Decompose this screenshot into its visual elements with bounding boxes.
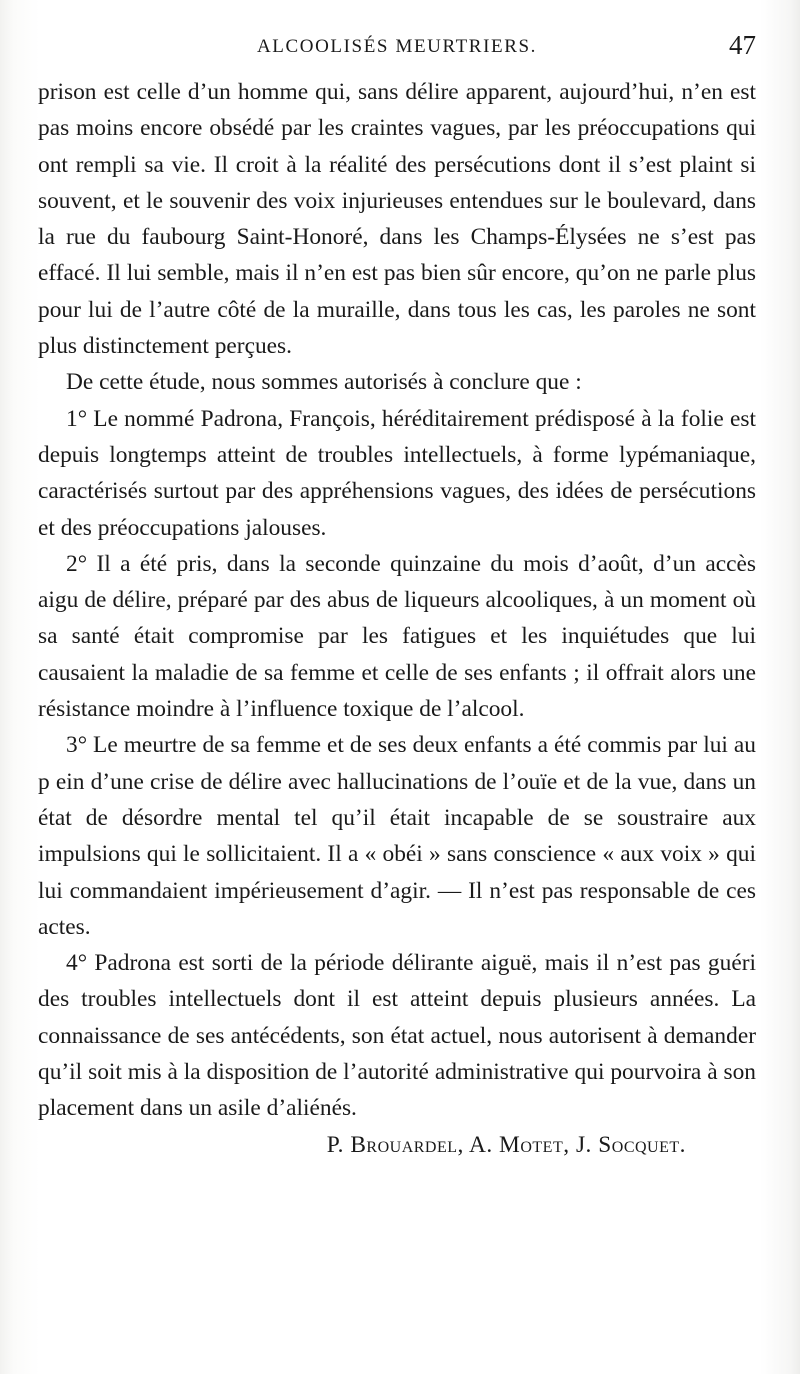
paragraph-conclusion-2: 2° Il a été pris, dans la seconde quinzaine du mois d’août, d’un accès aigu de délire, préparé par des abus de liqueurs alcooliques, à un moment où sa santé était compromise par les fatigues et les inquiétudes que lui causaient la maladie de sa femme et celle de ses enfants ; il offrait alors une résistance moindre à l’influence toxique de l’alcool. <box>38 550 756 723</box>
signature-initial-2: A. <box>468 1131 493 1158</box>
paragraph-conclusion-1: 1° Le nommé Padrona, François, héréditairement prédisposé à la folie est depuis longtemps atteint de troubles intellectuels, à forme lypémaniaque, caractérisés surtout par des appréhensions vagues, des idées de persécutions et des préoccupations jalouses. <box>38 405 756 541</box>
page-number: 47 <box>729 30 756 60</box>
signature-name-2: Motet, <box>499 1131 570 1158</box>
signature-initial-1: P. <box>326 1131 344 1158</box>
running-title: ALCOOLISÉS MEURTRIERS. <box>256 36 538 57</box>
paragraph-continuation: prison est celle d’un homme qui, sans délire apparent, aujourd’hui, n’en est pas moins encore obsédé par les craintes vagues, par les préoccupations qui ont rempli sa vie. Il croit à la réalité des persécutions dont il s’est plaint si souvent, et le souvenir des voix injurieuses entendues sur le boulevard, dans la rue du faubourg Saint-Honoré, dans les Champs-Élysées ne s’est pas effacé. Il lui semble, mais il n’en est pas bien sûr encore, qu’on ne parle plus pour lui de l’autre côté de la muraille, dans tous les cas, les paroles ne sont plus distinctement perçues. <box>38 79 756 360</box>
signature-name-3: Socquet. <box>598 1131 686 1158</box>
paragraph-conclusion-4: 4° Padrona est sorti de la période délirante aiguë, mais il n’est pas guéri des troubles intellectuels dont il est atteint depuis plusieurs années. La connaissance de ses antécédents, son état actuel, nous autorisent à demander qu’il soit mis à la disposition de l’autorité administrative qui pourvoira à son placement dans un asile d’aliénés. <box>38 950 756 1122</box>
signature-line <box>38 1127 756 1163</box>
running-head <box>38 30 756 70</box>
signature-name-1: Brouardel, <box>350 1131 464 1158</box>
signature-initial-3: J. <box>575 1131 592 1158</box>
paragraph-conclusion-3: 3° Le meurtre de sa femme et de ses deux enfants a été commis par lui au p ein d’une crise de délire avec hallucinations de l’ouïe et de la vue, dans un état de désordre mental tel qu’il était incapable de se soustraire aux impulsions qui le sollicitaient. Il a « obéi » sans conscience « aux voix » qui lui commandaient impérieusement d’agir. — Il n’est pas responsable de ces actes. <box>38 732 756 940</box>
paragraph-conclusion-intro: De cette étude, nous sommes autorisés à conclure que : <box>66 369 582 396</box>
body-text <box>38 74 756 1163</box>
